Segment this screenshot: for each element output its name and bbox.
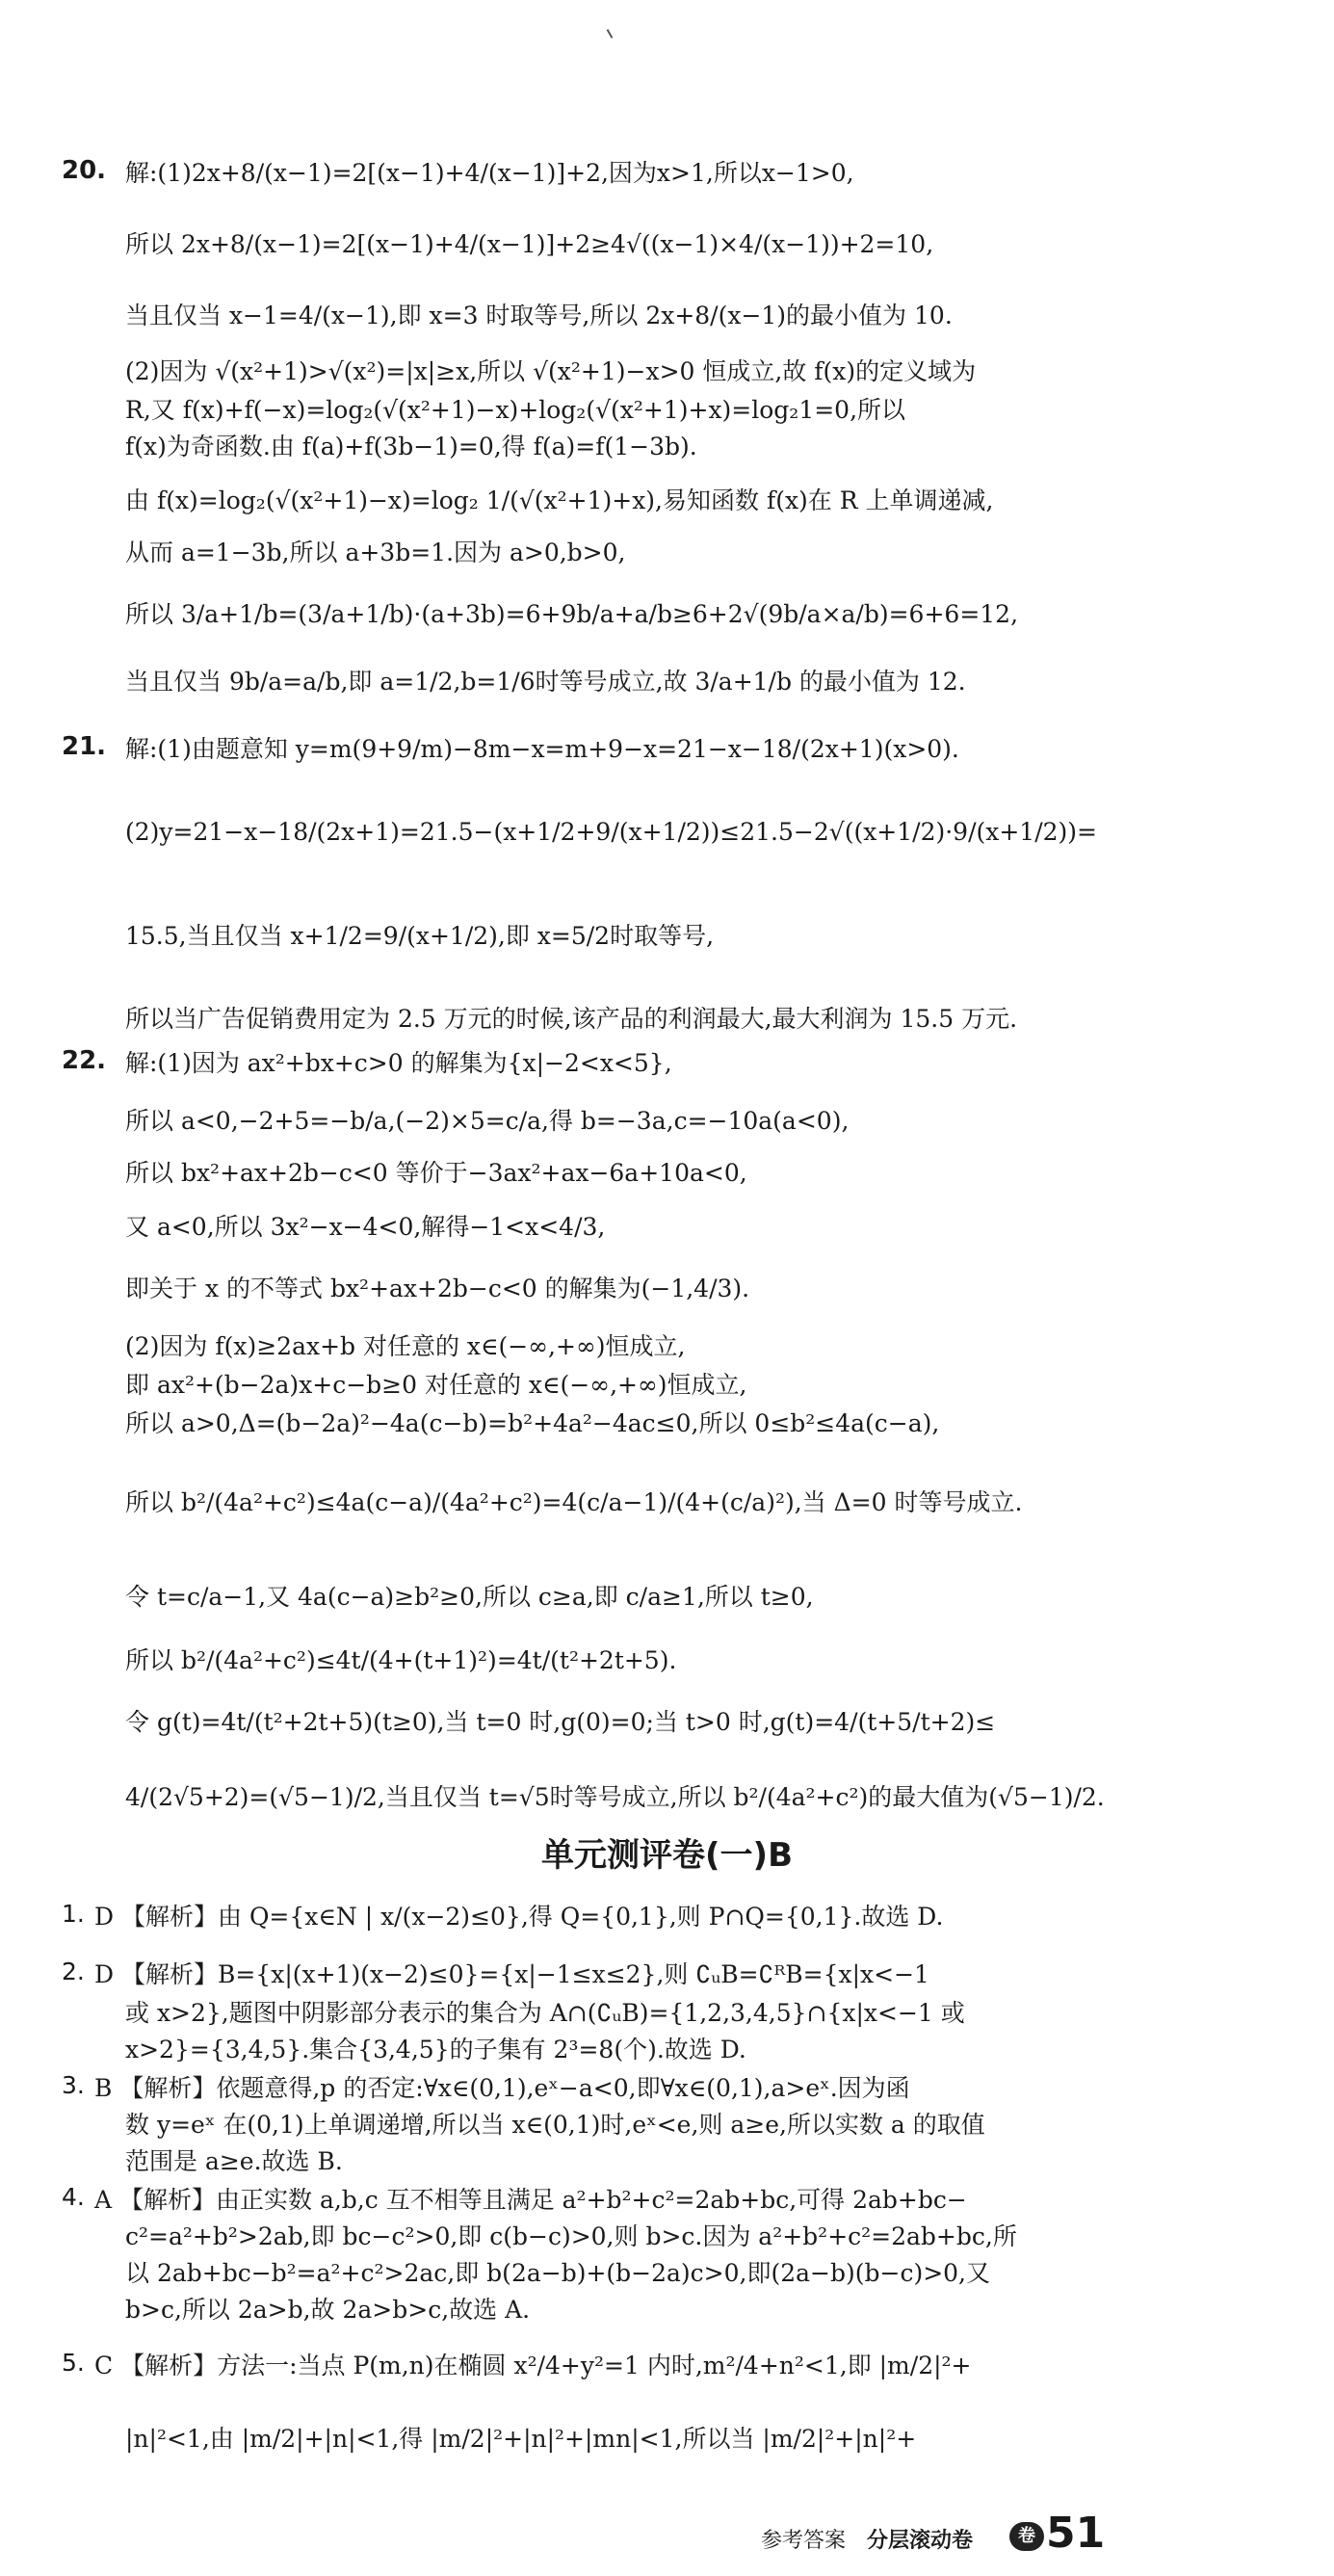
problem-22-line: 即关于 x 的不等式 bx²+ax+2b−c<0 的解集为(−1,4/3). xyxy=(125,1275,750,1302)
mc-2-line: x>2}={3,4,5}.集合{3,4,5}的子集有 2³=8(个).故选 D. xyxy=(125,2036,746,2063)
mc-3-line: B 【解析】依题意得,p 的否定:∀x∈(0,1),eˣ−a<0,即∀x∈(0,1),a>eˣ.因为函 xyxy=(94,2074,910,2102)
problem-22-line: 所以 b²/(4a²+c²)≤4a(c−a)/(4a²+c²)=4(c/a−1)/(4+(c/a)²),当 Δ=0 时等号成立. xyxy=(125,1488,1023,1516)
problem-20-line: R,又 f(x)+f(−x)=log₂(√(x²+1)−x)+log₂(√(x²+1)+x)=log₂1=0,所以 xyxy=(125,396,906,424)
problem-20-line: 解:(1)2x+8/(x−1)=2[(x−1)+4/(x−1)]+2,因为x>1,所以x−1>0, xyxy=(125,159,854,187)
problem-20-line: 所以 3/a+1/b=(3/a+1/b)·(a+3b)=6+9b/a+a/b≥6+2√(9b/a×a/b)=6+6=12, xyxy=(125,600,1019,628)
mc-4-line: 以 2ab+bc−b²=a²+c²>2ac,即 b(2a−b)+(b−2a)c>0,即(2a−b)(b−c)>0,又 xyxy=(125,2259,990,2287)
problem-22-line: 所以 b²/(4a²+c²)≤4t/(4+(t+1)²)=4t/(t²+2t+5). xyxy=(125,1646,677,1674)
problem-22-line: 解:(1)因为 ax²+bx+c>0 的解集为{x|−2<x<5}, xyxy=(125,1049,672,1077)
problem-22-line: (2)因为 f(x)≥2ax+b 对任意的 x∈(−∞,+∞)恒成立, xyxy=(125,1332,686,1360)
problem-22-line: 4/(2√5+2)=(√5−1)/2,当且仅当 t=√5时等号成立,所以 b²/(4a²+c²)的最大值为(√5−1)/2. xyxy=(125,1783,1105,1811)
problem-21-line: 所以当广告促销费用定为 2.5 万元的时候,该产品的利润最大,最大利润为 15.5 万元. xyxy=(125,1005,1018,1033)
mc-2-line: 或 x>2},题图中阴影部分表示的集合为 A∩(∁ᵤB)={1,2,3,4,5}∩{x|x<−1 或 xyxy=(125,1999,965,2027)
mc-5-number: 5. xyxy=(62,2349,85,2377)
problem-20-line: (2)因为 √(x²+1)>√(x²)=|x|≥x,所以 √(x²+1)−x>0 恒成立,故 f(x)的定义域为 xyxy=(125,357,977,385)
mc-3-line: 数 y=eˣ 在(0,1)上单调递增,所以当 x∈(0,1)时,eˣ<e,则 a≥e,所以实数 a 的取值 xyxy=(125,2111,985,2139)
footer-badge: 卷 xyxy=(1009,2522,1044,2551)
page-number: 51 xyxy=(1046,2509,1106,2558)
problem-22-number: 22. xyxy=(62,1046,107,1075)
mc-4-number: 4. xyxy=(62,2183,85,2211)
problem-22-line: 所以 bx²+ax+2b−c<0 等价于−3ax²+ax−6a+10a<0, xyxy=(125,1159,747,1187)
mc-5-line: C 【解析】方法一:当点 P(m,n)在椭圆 x²/4+y²=1 内时,m²/4+n²<1,即 |m/2|²+ xyxy=(94,2352,972,2379)
problem-20-number: 20. xyxy=(62,156,107,185)
mc-2-line: D 【解析】B={x|(x+1)(x−2)≤0}={x|−1≤x≤2},则 ∁ᵤB=∁ᴿB={x|x<−1 xyxy=(94,1960,929,1988)
mc-4-line: c²=a²+b²>2ab,即 bc−c²>0,即 c(b−c)>0,则 b>c.因为 a²+b²+c²=2ab+bc,所 xyxy=(125,2222,1017,2250)
problem-21-line: 15.5,当且仅当 x+1/2=9/(x+1/2),即 x=5/2时取等号, xyxy=(125,922,715,950)
problem-22-line: 又 a<0,所以 3x²−x−4<0,解得−1<x<4/3, xyxy=(125,1213,606,1241)
problem-21-number: 21. xyxy=(62,732,107,761)
problem-20-line: 从而 a=1−3b,所以 a+3b=1.因为 a>0,b>0, xyxy=(125,539,626,566)
problem-20-line: 当且仅当 9b/a=a/b,即 a=1/2,b=1/6时等号成立,故 3/a+1/b 的最小值为 12. xyxy=(125,668,966,696)
mc-4-line: A 【解析】由正实数 a,b,c 互不相等且满足 a²+b²+c²=2ab+bc,可得 2ab+bc− xyxy=(94,2186,967,2214)
problem-22-line: 所以 a<0,−2+5=−b/a,(−2)×5=c/a,得 b=−3a,c=−10a(a<0), xyxy=(125,1107,850,1135)
problem-20-line: 当且仅当 x−1=4/(x−1),即 x=3 时取等号,所以 2x+8/(x−1)的最小值为 10. xyxy=(125,302,953,329)
footer-reference-label: 参考答案 xyxy=(761,2529,847,2553)
problem-22-line: 令 g(t)=4t/(t²+2t+5)(t≥0),当 t=0 时,g(0)=0;当 t>0 时,g(t)=4/(t+5/t+2)≤ xyxy=(125,1708,996,1736)
mc-4-line: b>c,所以 2a>b,故 2a>b>c,故选 A. xyxy=(125,2296,531,2324)
mc-1-number: 1. xyxy=(62,1900,85,1928)
problem-22-line: 所以 a>0,Δ=(b−2a)²−4a(c−b)=b²+4a²−4ac≤0,所以 0≤b²≤4a(c−a), xyxy=(125,1409,940,1437)
mc-3-number: 3. xyxy=(62,2071,85,2099)
footer-series-label: 分层滚动卷 xyxy=(867,2529,974,2553)
problem-20-line: f(x)为奇函数.由 f(a)+f(3b−1)=0,得 f(a)=f(1−3b). xyxy=(125,433,697,460)
problem-21-line: (2)y=21−x−18/(2x+1)=21.5−(x+1/2+9/(x+1/2))≤21.5−2√((x+1/2)·9/(x+1/2))= xyxy=(125,818,1097,846)
mc-5-line: |n|²<1,由 |m/2|+|n|<1,得 |m/2|²+|n|²+|mn|<1,所以当 |m/2|²+|n|²+ xyxy=(125,2425,917,2453)
mc-2-number: 2. xyxy=(62,1958,85,1985)
mc-1-line: D 【解析】由 Q={x∈N | x/(x−2)≤0},得 Q={0,1},则 P∩Q={0,1}.故选 D. xyxy=(94,1903,944,1931)
problem-22-line: 令 t=c/a−1,又 4a(c−a)≥b²≥0,所以 c≥a,即 c/a≥1,所以 t≥0, xyxy=(125,1583,814,1611)
section-title: 单元测评卷(一)B xyxy=(541,1836,793,1875)
problem-20-line: 所以 2x+8/(x−1)=2[(x−1)+4/(x−1)]+2≥4√((x−1)×4/(x−1))+2=10, xyxy=(125,230,934,258)
scan-mark xyxy=(607,29,614,39)
problem-22-line: 即 ax²+(b−2a)x+c−b≥0 对任意的 x∈(−∞,+∞)恒成立, xyxy=(125,1371,747,1399)
page-footer xyxy=(761,2509,1146,2561)
mc-3-line: 范围是 a≥e.故选 B. xyxy=(125,2147,343,2175)
problem-20-line: 由 f(x)=log₂(√(x²+1)−x)=log₂ 1/(√(x²+1)+x),易知函数 f(x)在 R 上单调递减, xyxy=(125,486,994,514)
problem-21-line: 解:(1)由题意知 y=m(9+9/m)−8m−x=m+9−x=21−x−18/(2x+1)(x>0). xyxy=(125,735,959,763)
